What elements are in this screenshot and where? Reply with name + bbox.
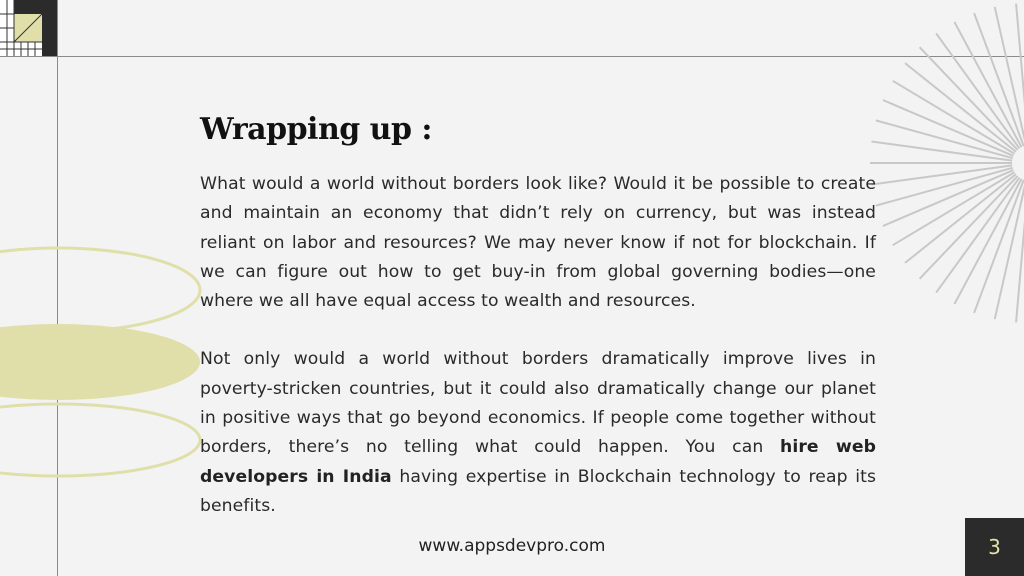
paragraph-2 <box>200 345 876 521</box>
paragraph-2-text: Not only would a world without borders dramatically improve lives in poverty-stricken countries, but it could also dramatically change our planet in positive ways that go beyond economics. If people come together without borders, there’s no telling what could happen. You can <box>200 349 876 458</box>
ray-line <box>871 141 1012 160</box>
footer-website: www.appsdevpro.com <box>418 536 606 556</box>
ray-line <box>974 13 1024 146</box>
arc-filled <box>0 324 200 400</box>
paragraph-2-ending: having expertise in Blockchain technology to reap its benefits. <box>200 466 877 516</box>
ray-burst <box>870 4 1024 323</box>
ray-line <box>1016 181 1024 322</box>
slide-body <box>200 170 876 521</box>
ray-line <box>1016 4 1024 145</box>
page-number: 3 <box>965 518 1024 576</box>
ray-line <box>871 165 1012 184</box>
hire-developers-highlight: hire web developers in India <box>200 437 876 487</box>
ray-line <box>920 176 1018 279</box>
arc-outline-bottom <box>0 404 200 476</box>
ray-line <box>920 47 1018 150</box>
ray-line <box>974 180 1024 313</box>
arc-outline-top <box>0 248 200 332</box>
paragraph-1: What would a world without borders look like? Would it be possible to create and maintain an economy that didn’t rely on currency, but was instead reliant on labor and resources? We may never know if not for blockchain. If we can figure out how to get buy-in from global governing bodies—one where we all have equal access to wealth and resources. <box>200 174 876 312</box>
slide-title: Wrapping up : <box>200 112 432 147</box>
